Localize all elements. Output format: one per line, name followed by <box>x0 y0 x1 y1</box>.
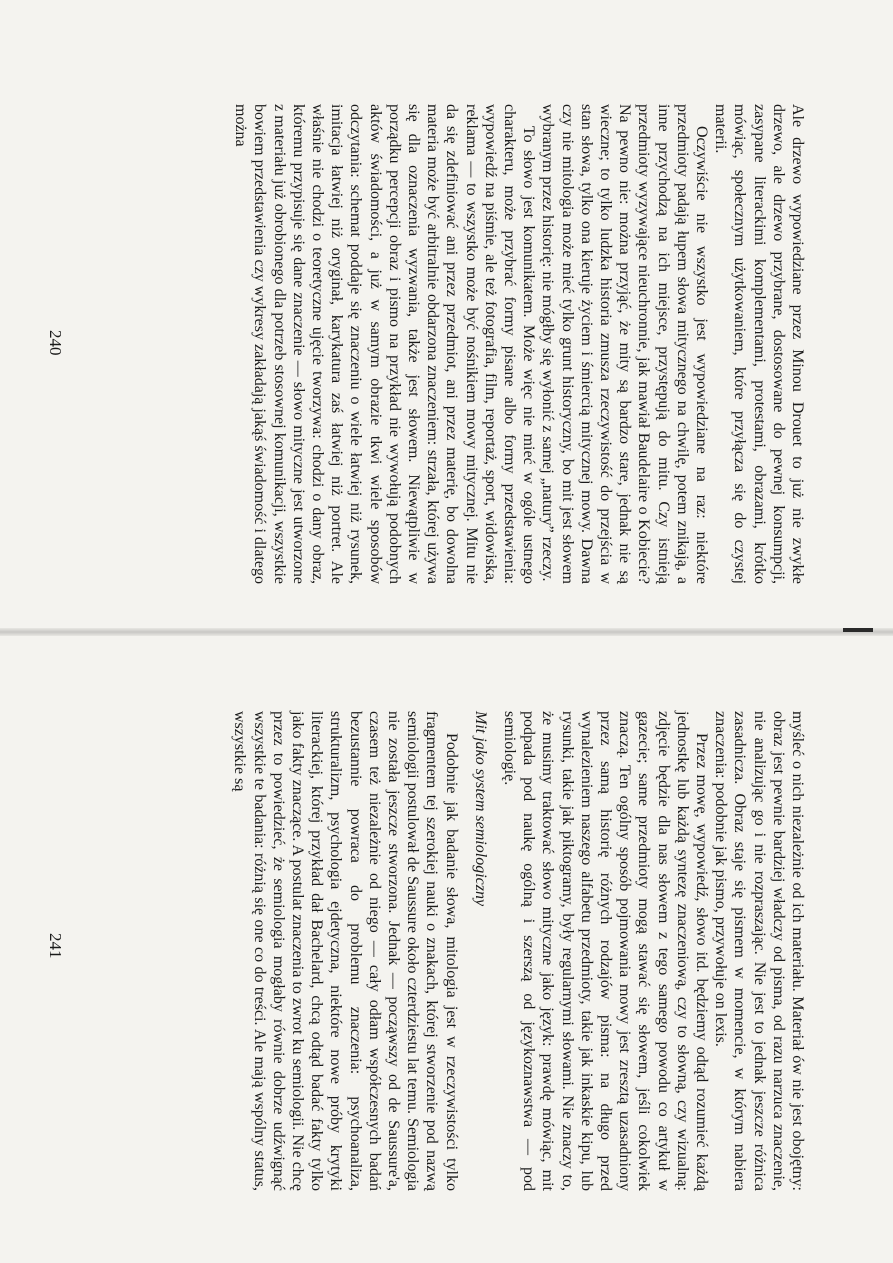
paragraph: Przez mowę, wypowiedź, słowo itd. będziemy odtąd rozumieć każdą jednostkę lub każdą syntezę znaczeniową, czy to słowną, czy wizualną: zdjęcie będzie dla nas słowem z tego samego powodu co artykuł w gazecie; same przedmioty mogą stawać się słowem, jeśli cokolwiek znaczą. Ten ogólny sposób pojmowania mowy jest zresztą uzasadniony przez samą historię różnych rodzajów pisma: na długo przed wynalezieniem naszego alfabetu przedmioty, takie jak inkaskie kipu, lub rysunki, takie jak piktogramy, były regularnymi słowami. Nie znaczy to, że musimy traktować słowo mityczne jako język: prawdę mówiąc, mit podpada pod naukę ogólną i szerszą od językoznawstwa — pod semiologię. <box>500 711 710 1191</box>
paragraph: To słowo jest komunikatem. Może więc nie mieć w ogóle ustnego charakteru, może przybrać formy pisane albo formy przedstawienia: wypowiedź na piśmie, ale też fotografia, film, reportaż, sport, widowiska, reklama — to wszystko może być nośnikiem mowy mitycznej. Mitu nie da się zdefiniować ani przez przedmiot, ani przez materię, bo dowolna materia może być arbitralnie obdarzona znaczeniem: strzała, której używa się dla oznaczenia wyzwania, także jest słowem. Niewątpliwie w porządku percepcji obraz i pismo na przykład nie wywołują podobnych aktów świadomości, a już w samym obrazie tkwi wiele sposobów odczytania: schemat poddaje się znaczeniu o wiele łatwiej niż rysunek, imitacja łatwiej niż oryginał, karykatura zaś łatwiej niż portret. Ale właśnie nie chodzi o teoretyczne ujęcie tworzywa: chodzi o dany obraz, któremu przypisuje się dane znaczenie — słowo mityczne jest utworzone z materiału już obrobionego dla potrzeb stosownej komunikacji, wszystkie bowiem przedstawienia czy wykresy zakładają jakąś świadomość i dlatego można <box>232 104 538 584</box>
paragraph: myśleć o nich niezależnie od ich materiału. Materiał ów nie jest obojętny: obraz jest pewnie bardziej władczy od pisma, od razu narzuca znaczenie, nie analizując go i nie rozpraszając. Nie jest to jednak jeszcze różnica zasadnicza. Obraz staje się pismem w momencie, w którym nabiera znaczenia: podobnie jak pismo, przywołuje on lexis. <box>712 711 806 1191</box>
section-heading: Mit jako system semiologiczny <box>471 711 489 907</box>
paragraph: Ale drzewo wypowiedziane przez Minou Drouet to już nie zwykłe drzewo, ale drzewo przybrane, dostosowane do pewnej konsumpcji, zasypane literackimi komplementami, protestami, obrazami, krótko mówiąc, społecznym użytkowaniem, które przyłącza się do czystej materii. <box>712 104 806 584</box>
right-page <box>0 633 893 1263</box>
scan-artifact <box>843 628 873 632</box>
paragraph: Podobnie jak badanie słowa, mitologia jest w rzeczywistości tylko fragmentem tej szerokiej nauki o znakach, której stworzenie pod nazwą semiologii postulował de Saussure około czterdziestu lat temu. Semiologia nie została jeszcze stworzona. Jednak — począwszy od de Saussure'a, czasem też niezależnie od niego — cały odłam współczesnych badań bezustannie powraca do problemu znaczenia: psychoanaliza, strukturalizm, psychologia ejdetyczna, niektóre nowe próby krytyki literackiej, której przykład dał Bachelard, chcą odtąd badać fakty tylko jako fakty znaczące. A postulat znaczenia to zwrot ku semiologii. Nie chcę przez to powiedzieć, że semiologia mogłaby równie dobrze udźwignąć wszystkie te badania: różnią się one co do treści. Ale mają wspólny status, wszystkie są <box>231 711 460 1191</box>
page-number: 240 <box>46 330 65 356</box>
paragraph: Oczywiście nie wszystko jest wypowiedziane na raz: niektóre przedmioty padają łupem słowa mitycznego na chwilę, potem znikają, a inne przychodzą na ich miejsce, przystępują do mitu. Czy istnieją przedmioty wyzywające nieuchronnie, jak mawiał Baudelaire o Kobiecie? Na pewno nie: można przyjąć, że mity są bardzo stare, jednak nie są wieczne; to tylko ludzka historia zmusza rzeczywistość do przejścia w stan słowa, tylko ona kieruje życiem i śmiercią mitycznej mowy. Dawna czy nie mitologia może mieć tylko grunt historyczny, bo mit jest słowem wybranym przez historię: nie mógłby się wyłonić z samej „natury” rzeczy. <box>539 104 710 584</box>
right-page-text-column <box>230 711 807 1191</box>
page-number: 241 <box>46 933 65 959</box>
left-page <box>0 0 893 630</box>
left-page-text-column <box>231 104 807 584</box>
